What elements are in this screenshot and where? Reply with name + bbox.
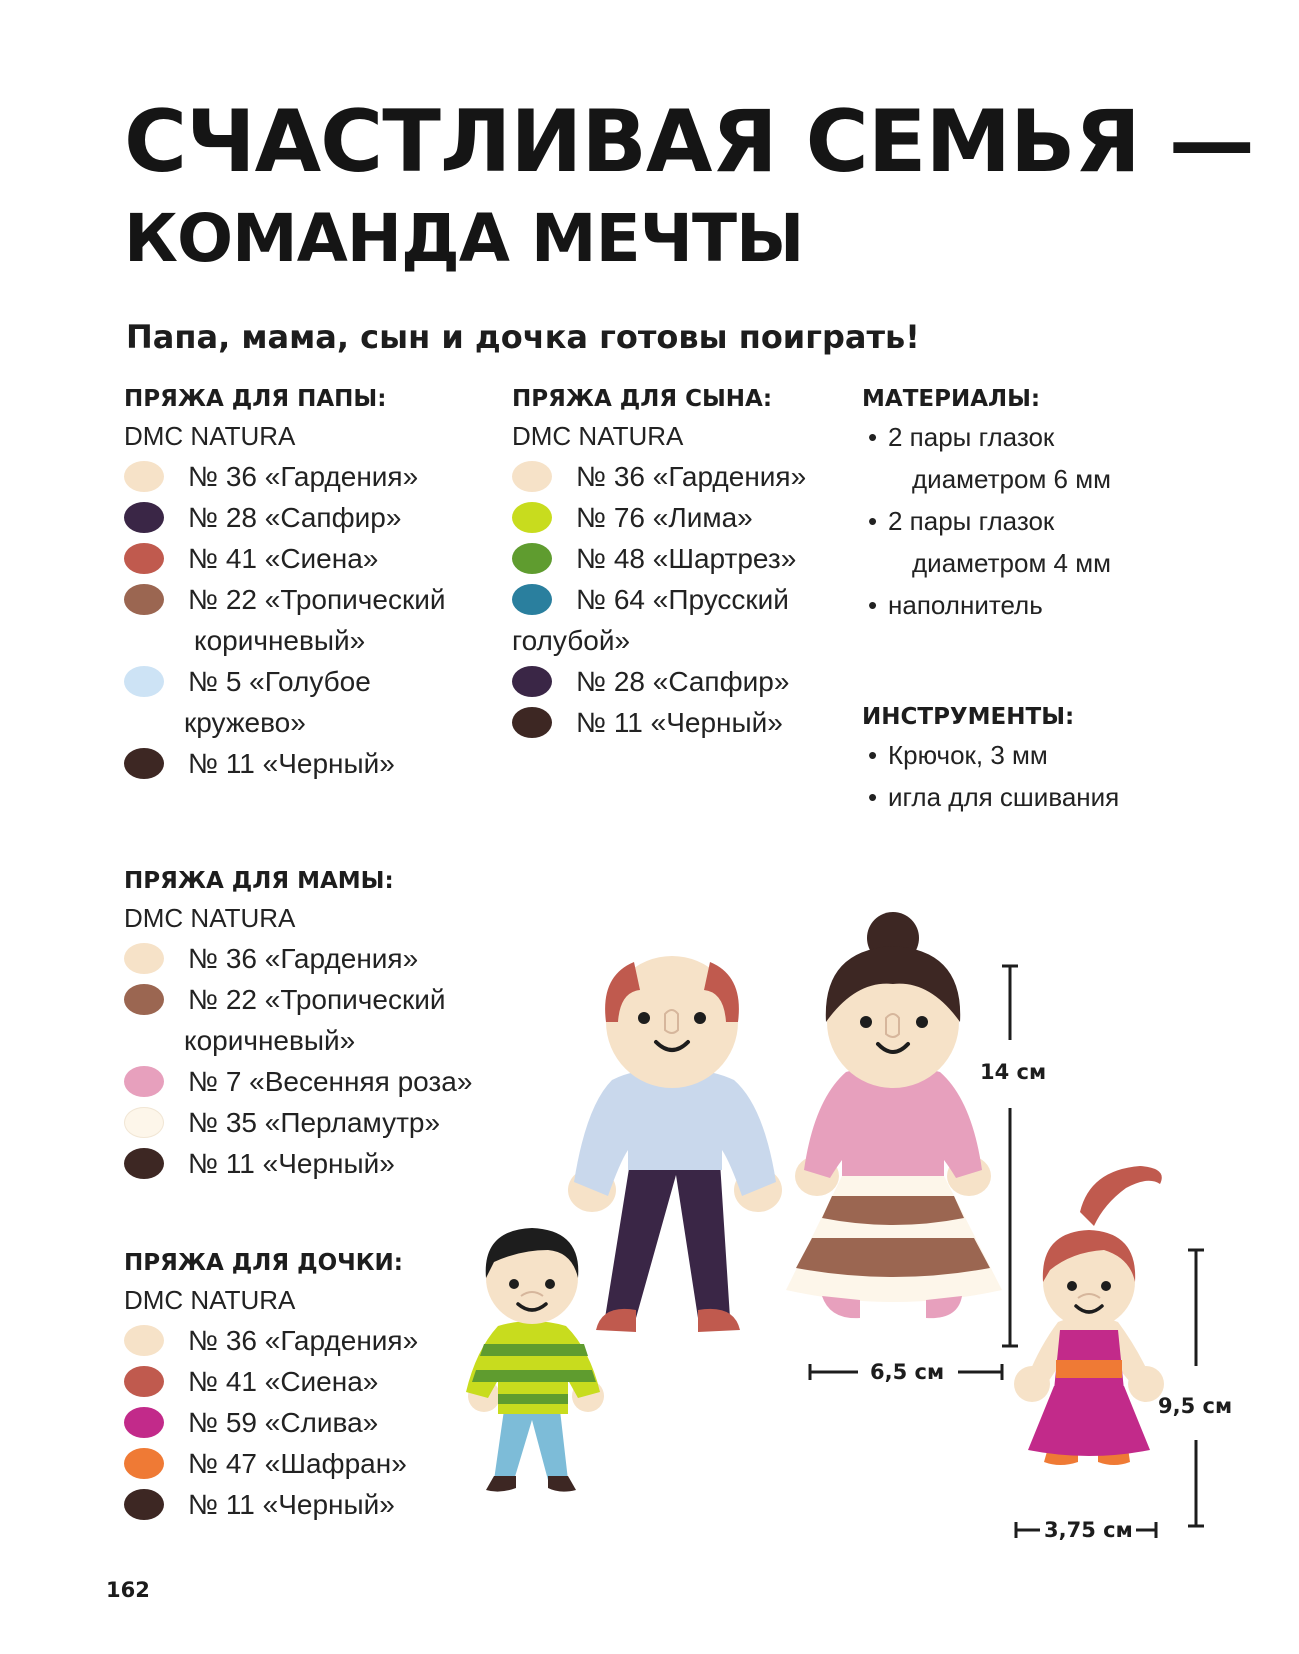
son-doll	[466, 1228, 604, 1492]
yarn-item: № 7 «Весенняя роза»	[124, 1061, 524, 1102]
yarn-item: № 47 «Шафран»	[124, 1443, 504, 1484]
daughter-doll	[1014, 1166, 1164, 1465]
yarn-item: № 11 «Черный»	[512, 702, 842, 743]
materials-heading: МАТЕРИАЛЫ:	[862, 386, 1041, 412]
child-height-label: 9,5 см	[1158, 1394, 1233, 1418]
list-item: • наполнитель	[862, 584, 1192, 626]
daughter-yarn-heading: ПРЯЖА ДЛЯ ДОЧКИ:	[124, 1250, 403, 1276]
yarn-item: № 36 «Гардения»	[512, 456, 842, 497]
child-width-label: 3,75 см	[1044, 1518, 1133, 1542]
title-line-2: КОМАНДА МЕЧТЫ	[124, 200, 804, 277]
list-item: • игла для сшивания	[862, 776, 1192, 818]
subtitle: Папа, мама, сын и дочка готовы поиграть!	[126, 318, 920, 356]
dad-yarn-heading: ПРЯЖА ДЛЯ ПАПЫ:	[124, 386, 387, 412]
son-yarn-heading: ПРЯЖА ДЛЯ СЫНА:	[512, 386, 773, 412]
yarn-item: № 11 «Черный»	[124, 1143, 524, 1184]
adult-height-label: 14 см	[980, 1060, 1047, 1084]
yarn-item: № 76 «Лима»	[512, 497, 842, 538]
yarn-item: № 35 «Перламутр»	[124, 1102, 524, 1143]
adult-width-label: 6,5 см	[870, 1360, 945, 1384]
daughter-yarn-brand: DMC NATURA	[124, 1285, 296, 1315]
mom-yarn-brand: DMC NATURA	[124, 903, 296, 933]
yarn-item: № 22 «Тропический коричневый»	[124, 579, 484, 661]
son-yarn-brand: DMC NATURA	[512, 421, 684, 451]
list-item: • 2 пары глазок диаметром 6 мм	[862, 416, 1192, 500]
yarn-item: № 11 «Черный»	[124, 743, 484, 784]
tools-heading: ИНСТРУМЕНТЫ:	[862, 704, 1075, 730]
dad-doll	[568, 956, 782, 1332]
yarn-item: № 5 «Голубое кружево»	[124, 661, 484, 743]
mom-yarn-heading: ПРЯЖА ДЛЯ МАМЫ:	[124, 868, 394, 894]
page-number: 162	[106, 1578, 150, 1602]
yarn-item: № 36 «Гардения»	[124, 1320, 504, 1361]
title-line-1: СЧАСТЛИВАЯ СЕМЬЯ —	[124, 92, 1254, 192]
yarn-item: № 64 «Прусский голубой»	[512, 584, 789, 656]
yarn-item: № 41 «Сиена»	[124, 1361, 504, 1402]
yarn-item: № 28 «Сапфир»	[512, 661, 842, 702]
dad-yarn-brand: DMC NATURA	[124, 421, 296, 451]
list-item: • Крючок, 3 мм	[862, 734, 1192, 776]
yarn-item: № 11 «Черный»	[124, 1484, 504, 1525]
list-item: • 2 пары глазок диаметром 4 мм	[862, 500, 1192, 584]
yarn-item: № 59 «Слива»	[124, 1402, 504, 1443]
yarn-item: № 41 «Сиена»	[124, 538, 484, 579]
yarn-item: № 36 «Гардения»	[124, 456, 484, 497]
yarn-item: № 36 «Гардения»	[124, 938, 524, 979]
yarn-item: № 22 «Тропический коричневый»	[124, 979, 524, 1061]
yarn-item: № 28 «Сапфир»	[124, 497, 484, 538]
yarn-item: № 48 «Шартрез»	[512, 538, 842, 579]
mom-doll	[786, 912, 1002, 1318]
